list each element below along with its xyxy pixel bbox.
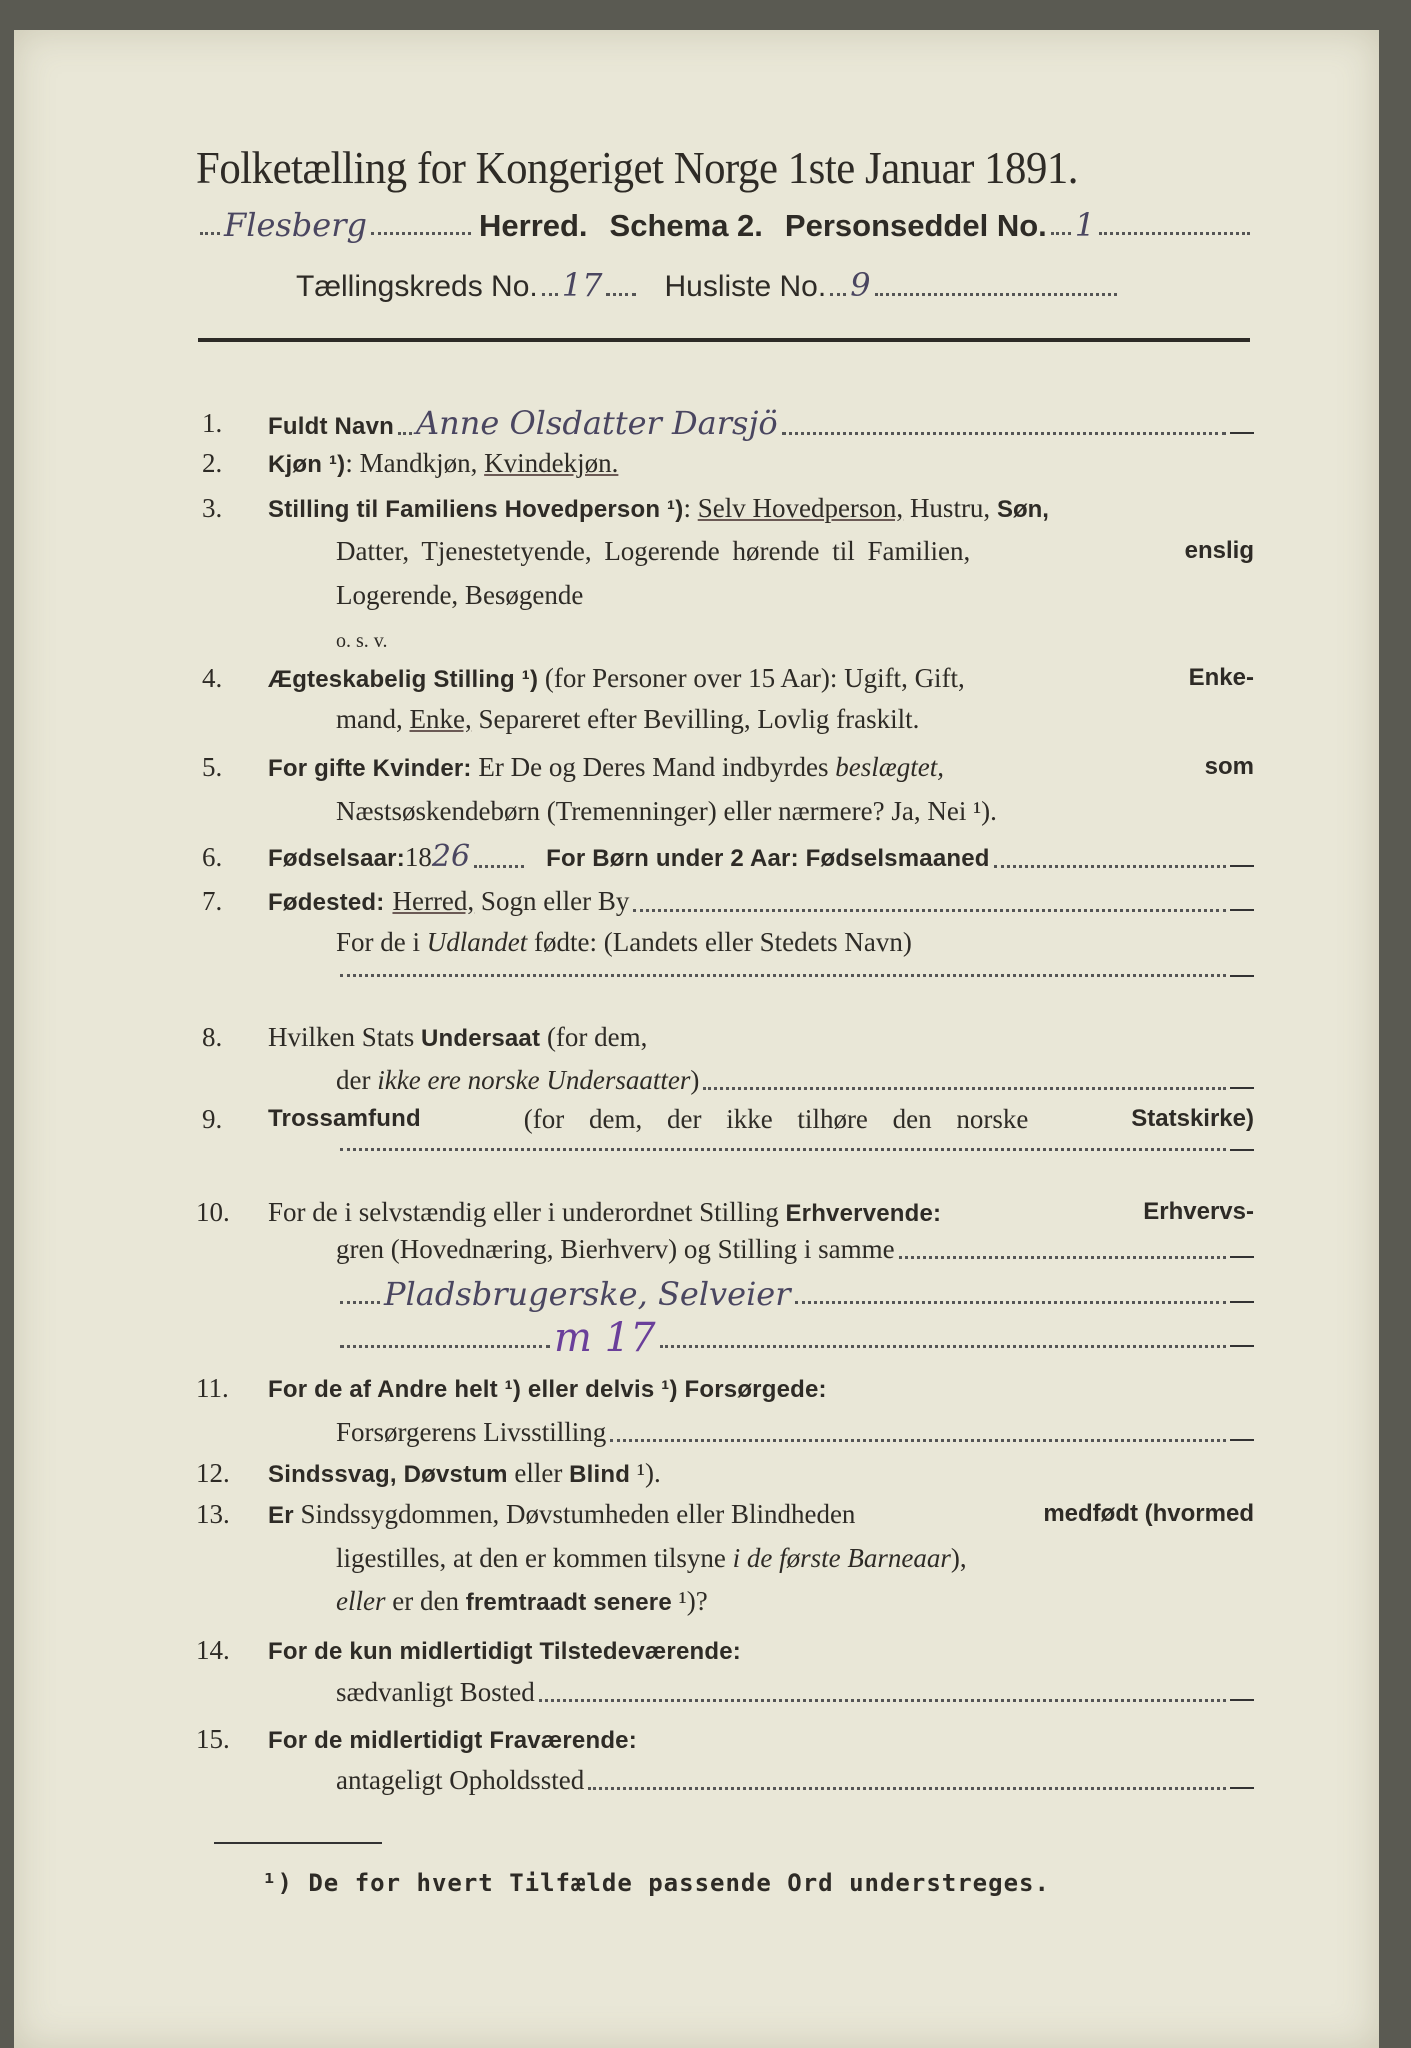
citizenship-line2b: )	[690, 1065, 700, 1095]
schema-label: Schema 2.	[609, 208, 763, 243]
occupation-code-annotation: m 17	[554, 1315, 656, 1361]
form-title	[196, 140, 1254, 196]
related-question-line2: Næstsøskendebørn (Tremenninger) eller nærmere? Ja, Nei ¹).	[336, 796, 997, 826]
probable-residence-label: antageligt Opholdssted	[336, 1765, 585, 1795]
provider-occupation-label: Forsørgerens Livsstilling	[336, 1417, 607, 1447]
full-name-value: Anne Olsdatter Darsjö	[416, 404, 778, 442]
birth-month-label: For Børn under 2 Aar: Fødselsmaaned	[546, 845, 990, 872]
related-question: Er De og Deres Mand indbyrdes	[471, 752, 836, 782]
congenital-line2: ligestilles, at den er kommen tilsyne	[336, 1543, 733, 1573]
birthplace-options: Sogn eller By	[474, 886, 630, 916]
marital-options-line2: mand,	[336, 704, 410, 734]
congenital-italic: i de første Barneaar	[732, 1543, 951, 1573]
occupation-value: Pladsbrugerske, Selveier	[384, 1275, 791, 1313]
item-number: 12.	[196, 1458, 230, 1488]
abroad-text-b: fødte: (Landets eller Stedets Navn)	[527, 927, 912, 957]
abroad-text: For de i	[336, 927, 427, 957]
item-number: 15.	[196, 1724, 230, 1754]
footnote: ¹) De for hvert Tilfælde passende Ord understreges.	[262, 1869, 1050, 1897]
birthplace-selected: Herred,	[392, 886, 475, 916]
abroad-italic: Udlandet	[426, 927, 528, 957]
congenital-line3b: ¹)?	[671, 1586, 708, 1616]
occupation-label2: Erhvervs-	[1136, 1198, 1254, 1225]
family-position-option-bold: enslig	[1184, 537, 1254, 564]
congenital-label2: medfødt (hvormed	[1043, 1500, 1254, 1527]
birth-year-value: 26	[431, 839, 471, 874]
item-number: 2.	[202, 448, 223, 478]
occupation-label: Erhvervende:	[785, 1200, 942, 1227]
birth-year-label: Fødselsaar:	[268, 845, 405, 872]
related-italic: beslægtet,	[835, 752, 945, 782]
personseddel-value: 1	[1074, 206, 1096, 244]
citizenship-label: Undersaat	[421, 1025, 541, 1052]
birth-year-prefix: 18	[404, 842, 432, 872]
title-text: Folketælling for Kongeriget Norge 1ste Januar 1891.	[196, 142, 1079, 193]
item-number: 1.	[202, 408, 223, 438]
personseddel-label: Personseddel No.	[784, 208, 1047, 243]
related-bold: som	[1204, 753, 1254, 780]
sex-label: Kjøn ¹)	[268, 451, 346, 478]
congenital-line3: er den	[385, 1586, 466, 1616]
item-number: 11.	[196, 1373, 229, 1403]
disability-text: eller	[507, 1458, 570, 1488]
occupation-text: For de i selvstændig eller i underordnet Stilling	[268, 1197, 786, 1227]
marital-options-line2b: Separeret efter Bevilling, Lovlig fraskilt.	[471, 704, 920, 734]
item-number: 9.	[202, 1104, 223, 1134]
item-number: 10.	[196, 1197, 230, 1227]
citizenship-line2: der	[336, 1065, 378, 1095]
marital-status-selected: Enke,	[409, 704, 472, 734]
disability-label: Sindssvag, Døvstum	[268, 1461, 508, 1488]
disability-label2: Blind	[569, 1461, 631, 1488]
congenital-text: Sindssygdommen, Døvstumheden eller Blindheden	[293, 1499, 856, 1529]
family-position-label: Stilling til Familiens Hovedperson ¹)	[268, 496, 684, 523]
family-position-options-line2: Datter, Tjenestetyende, Logerende hørende til Familien,	[336, 536, 971, 566]
kreds-value: 17	[561, 266, 603, 304]
family-position-selected: Selv Hovedperson,	[697, 493, 904, 523]
marital-status-options: (for Personer over 15 Aar): Ugift, Gift,	[538, 663, 965, 693]
item-number: 8.	[202, 1022, 223, 1052]
item-number: 14.	[196, 1635, 230, 1665]
disability-text2: ¹).	[630, 1458, 661, 1488]
sex-selected: Kvindekjøn.	[484, 448, 619, 478]
sex-options: : Mandkjøn,	[345, 448, 485, 478]
congenital-italic2: eller	[336, 1586, 386, 1616]
religion-label2: Statskirke)	[1131, 1105, 1254, 1132]
osv-text: o. s. v.	[336, 630, 388, 652]
congenital-line2b: ),	[950, 1543, 967, 1573]
family-position-options: Hustru,	[903, 493, 997, 523]
item-number: 3.	[202, 493, 223, 523]
item-number: 7.	[202, 886, 223, 916]
marital-option-bold: Enke-	[1188, 664, 1254, 691]
herred-value: Flesberg	[224, 206, 367, 244]
religion-label: Trossamfund	[268, 1105, 421, 1132]
item-number: 4.	[202, 663, 223, 693]
footnote-rule	[214, 1842, 382, 1844]
herred-label: Herred.	[479, 208, 588, 243]
header-rule	[198, 338, 1250, 342]
birthplace-label: Fødested:	[268, 889, 385, 916]
kreds-label: Tællingskreds No.	[296, 270, 538, 303]
full-name-label: Fuldt Navn	[268, 413, 394, 440]
citizenship-text2: (for dem,	[540, 1022, 648, 1052]
congenital-label3: fremtraadt senere	[465, 1589, 672, 1616]
congenital-label: Er	[268, 1502, 294, 1529]
family-position-option-bold: Søn,	[996, 496, 1049, 523]
dependents-label: For de af Andre helt ¹) eller delvis ¹) Forsørgede:	[268, 1376, 827, 1403]
temporary-present-label: For de kun midlertidigt Tilstedeværende:	[268, 1638, 741, 1665]
item-number: 5.	[202, 752, 223, 782]
married-women-label: For gifte Kvinder:	[268, 755, 472, 782]
religion-text: (for dem, der ikke tilhøre den norske	[523, 1104, 1029, 1134]
citizenship-text: Hvilken Stats	[268, 1022, 421, 1052]
item-number: 6.	[202, 842, 223, 872]
family-position-options-line3: Logerende, Besøgende	[336, 580, 584, 610]
occupation-line2: gren (Hovednæring, Bierhverv) og Stilling i samme	[336, 1234, 895, 1264]
temporary-absent-label: For de midlertidigt Fraværende:	[268, 1727, 637, 1754]
husliste-label: Husliste No.	[664, 270, 827, 303]
item-number: 13.	[196, 1499, 230, 1529]
usual-residence-label: sædvanligt Bosted	[336, 1677, 535, 1707]
marital-status-label: Ægteskabelig Stilling ¹)	[268, 666, 539, 693]
colon: :	[683, 493, 698, 523]
citizenship-italic: ikke ere norske Undersaatter	[377, 1065, 691, 1095]
husliste-value: 9	[850, 266, 871, 304]
